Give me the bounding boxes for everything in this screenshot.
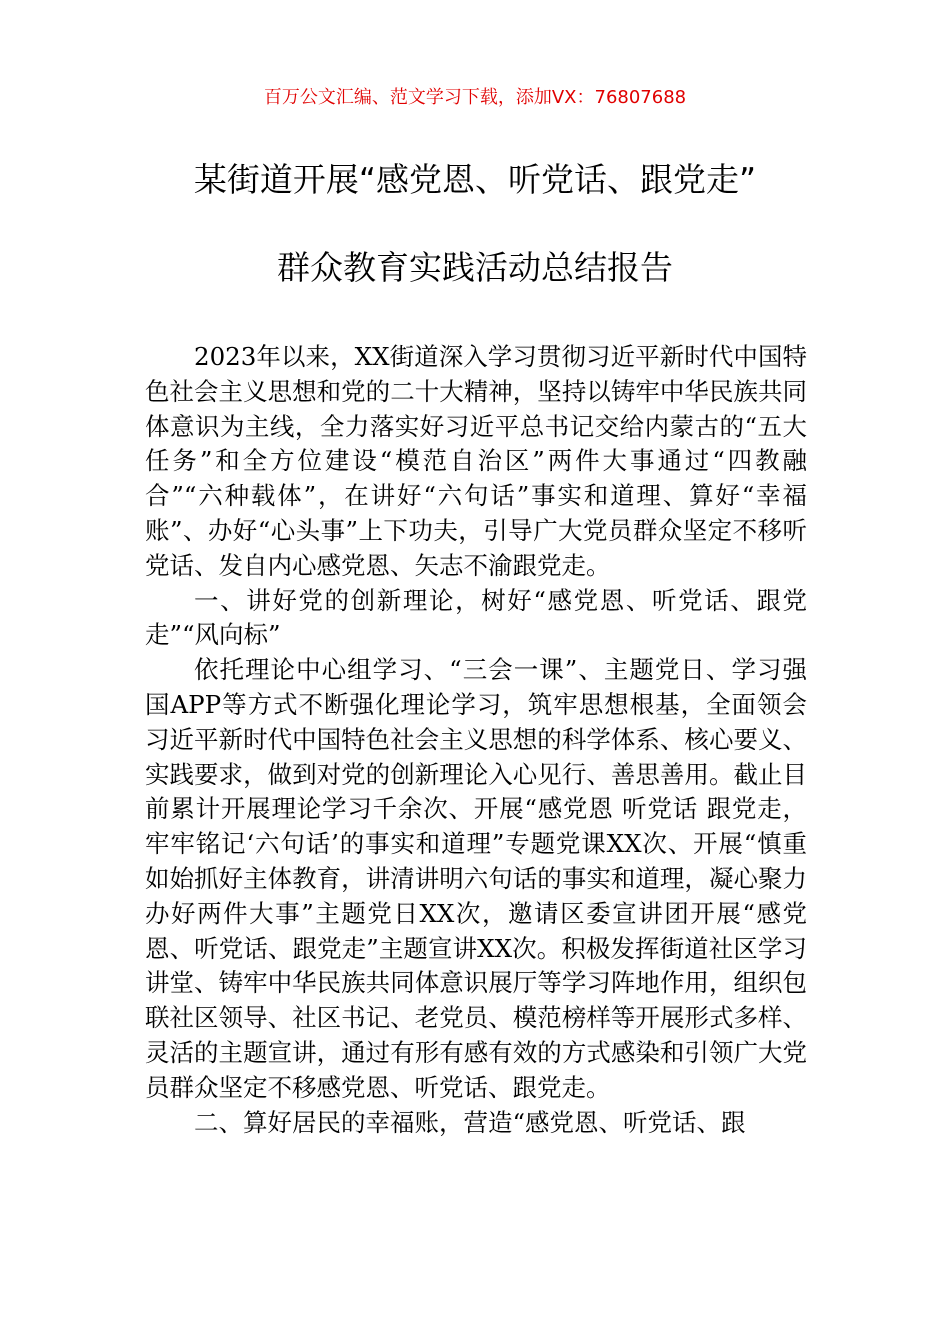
document-title-line-2: 群众教育实践活动总结报告: [277, 248, 673, 287]
header-watermark-note: 百万公文汇编、范文学习下载，添加VX：76807688: [263, 87, 687, 108]
body-paragraph-section-1: 依托理论中心组学习、“三会一课”、主题党日、学习强国APP等方式不断强化理论学习，筑牢思想根基，全面领会习近平新时代中国特色社会主义思想的科学体系、核心要义、实践要求，做到对党的创新理论入心见行、善思善用。截止目前累计开展理论学习千余次、开展“感党恩 听党话 跟党走，牢牢铭记‘六句话’的事实和道理”专题党课XX次、开展“慎重如始抓好主体教育，讲清讲明六句话的事实和道理，凝心聚力办好两件大事”主题党日XX次，邀请区委宣讲团开展“感党恩、听党话、跟党走”主题宣讲XX次。积极发挥街道社区学习讲堂、铸牢中华民族共同体意识展厅等学习阵地作用，组织包联社区领导、社区书记、老党员、模范榜样等开展形式多样、灵活的主题宣讲，通过有形有感有效的方式感染和引领广大党员群众坚定不移感党恩、听党话、跟党走。: [145, 655, 807, 1102]
document-body: [145, 340, 807, 1140]
section-heading-2: 二、算好居民的幸福账，营造“感党恩、听党话、跟: [194, 1107, 746, 1137]
section-heading-1: 一、讲好党的创新理论，树好“感党恩、听党话、跟党走”“风向标”: [145, 585, 807, 650]
document-title-line-1: 某街道开展“感党恩、听党话、跟党走”: [193, 160, 757, 199]
body-paragraph-intro: 2023年以来，XX街道深入学习贯彻习近平新时代中国特色社会主义思想和党的二十大精神，坚持以铸牢中华民族共同体意识为主线，全力落实好习近平总书记交给内蒙古的“五大任务”和全方位建设“模范自治区”两件大事通过“四教融合”“六种载体”，在讲好“六句话”事实和道理、算好“幸福账”、办好“心头事”上下功夫，引导广大党员群众坚定不移听党话、发自内心感党恩、矢志不渝跟党走。: [145, 342, 807, 580]
